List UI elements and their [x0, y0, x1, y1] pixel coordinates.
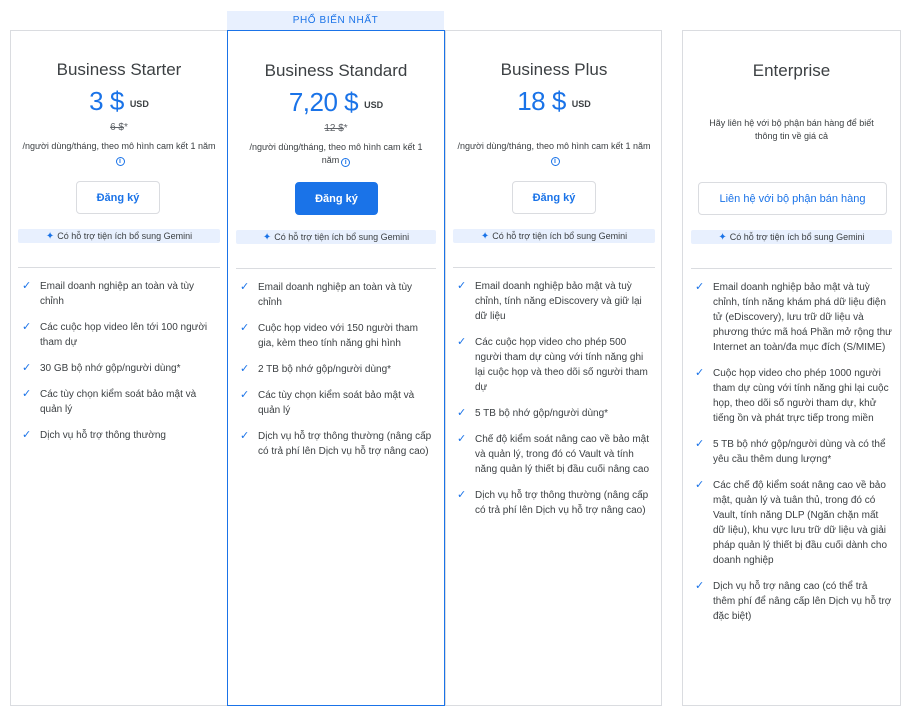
feature-list	[695, 280, 892, 635]
contact-sales-note: Hãy liên hệ với bộ phận bán hàng để biết thông tin về giá cả	[709, 118, 874, 141]
gemini-addon-label: Có hỗ trợ tiện ích bổ sung Gemini	[729, 232, 865, 242]
feature-text: Các chế độ kiểm soát nâng cao về bảo mật, quản lý và tuân thủ, trong đó có Vault, tính năng DLP (Ngăn chặn mất dữ liệu), khu vực lưu trữ dữ liệu và giải pháp quản lý thiết bị đầu cuối dành cho doanh nghiệp	[713, 480, 888, 566]
list-item	[695, 478, 892, 568]
check-icon: ✓	[22, 321, 32, 333]
list-item	[695, 579, 892, 624]
price: 18 $	[517, 86, 566, 116]
signup-button[interactable]: Đăng ký	[76, 181, 160, 214]
gemini-addon-label: Có hỗ trợ tiện ích bổ sung Gemini	[57, 231, 193, 241]
gemini-addon-label: Có hỗ trợ tiện ích bổ sung Gemini	[492, 231, 628, 241]
plan-card-business-plus	[445, 30, 663, 706]
check-icon: ✓	[457, 280, 467, 292]
plan-card-enterprise	[682, 30, 901, 706]
feature-text: Các tùy chọn kiểm soát bảo mật và quản lý	[258, 390, 415, 416]
feature-list	[457, 279, 655, 529]
old-price	[10, 122, 228, 133]
feature-text: Dịch vụ hỗ trợ thông thường (nâng cấp có trả phí lên Dịch vụ hỗ trợ nâng cao)	[475, 490, 649, 516]
sparkle-icon: ✦	[480, 231, 490, 242]
billing-term-text: /người dùng/tháng, theo mô hình cam kết 1 năm	[457, 141, 651, 151]
list-item	[695, 280, 892, 355]
feature-text: 30 GB bộ nhớ gộp/người dùng*	[40, 363, 181, 374]
check-icon: ✓	[695, 479, 705, 491]
feature-text: Các cuộc họp video lên tới 100 người tham dự	[40, 322, 208, 348]
gemini-addon-label: Có hỗ trợ tiện ích bổ sung Gemini	[274, 232, 410, 242]
check-icon: ✓	[695, 281, 705, 293]
signup-button[interactable]: Đăng ký	[512, 181, 596, 214]
info-icon[interactable]: i	[341, 158, 350, 167]
contact-sales-button[interactable]: Liên hệ với bộ phận bán hàng	[698, 182, 887, 215]
list-item	[457, 488, 655, 518]
price-row	[10, 86, 228, 117]
feature-text: Các tùy chọn kiểm soát bảo mật và quản lý	[40, 389, 197, 415]
check-icon: ✓	[22, 388, 32, 400]
info-icon[interactable]: i	[116, 157, 125, 166]
plan-card-business-standard	[227, 30, 445, 706]
feature-text: Dịch vụ hỗ trợ nâng cao (có thể trả thêm phí để nâng cấp lên Dịch vụ hỗ trợ đặc biệt)	[713, 581, 892, 622]
popular-badge: PHỔ BIẾN NHẤT	[227, 11, 444, 30]
gemini-addon-badge	[236, 230, 436, 244]
old-price-value: 12 $	[324, 123, 344, 134]
list-item	[240, 280, 436, 310]
feature-text: Email doanh nghiệp an toàn và tùy chỉnh	[258, 282, 412, 308]
check-icon: ✓	[22, 280, 32, 292]
check-icon: ✓	[457, 433, 467, 445]
check-icon: ✓	[240, 363, 250, 375]
gemini-addon-badge	[453, 229, 655, 243]
check-icon: ✓	[695, 367, 705, 379]
old-price-asterisk: *	[343, 123, 348, 134]
check-icon: ✓	[695, 580, 705, 592]
feature-text: 2 TB bộ nhớ gộp/người dùng*	[258, 364, 392, 375]
feature-list	[240, 280, 436, 470]
signup-button[interactable]: Đăng ký	[295, 182, 378, 215]
feature-text: 5 TB bộ nhớ gộp/người dùng và có thể yêu cầu thêm dung lượng*	[713, 439, 886, 465]
old-price-asterisk: *	[124, 122, 128, 133]
plan-name: Business Standard	[264, 61, 408, 80]
check-icon: ✓	[22, 362, 32, 374]
feature-text: Cuộc họp video cho phép 1000 người tham dự cùng với tính năng ghi lại cuộc họp, theo dõi số người tham dự, khử tiếng ồn và phát trực tiếp trong miền	[713, 368, 889, 424]
plan-card-business-starter	[10, 30, 228, 706]
check-icon: ✓	[22, 429, 32, 441]
billing-term	[240, 141, 432, 167]
check-icon: ✓	[240, 281, 250, 293]
feature-text: Email doanh nghiệp an toàn và tùy chỉnh	[40, 281, 194, 307]
list-item	[22, 428, 220, 443]
currency: USD	[571, 99, 591, 109]
feature-text: Các cuộc họp video cho phép 500 người tham dự cùng với tính năng ghi lại cuộc họp và theo dõi số người tham dự	[475, 337, 648, 393]
gemini-addon-badge	[691, 230, 892, 244]
check-icon: ✓	[240, 389, 250, 401]
billing-term	[457, 140, 651, 166]
gemini-addon-badge	[18, 229, 220, 243]
list-item	[22, 361, 220, 376]
section-divider	[236, 268, 436, 269]
list-item	[457, 279, 655, 324]
info-icon[interactable]: i	[551, 157, 560, 166]
old-price-value: 6 $	[110, 122, 124, 133]
list-item	[695, 437, 892, 467]
check-icon: ✓	[457, 489, 467, 501]
sparkle-icon: ✦	[718, 232, 727, 243]
list-item	[240, 362, 436, 377]
list-item	[22, 279, 220, 309]
list-item	[22, 320, 220, 350]
feature-text: Dịch vụ hỗ trợ thông thường	[40, 430, 166, 441]
feature-list	[22, 279, 220, 454]
price: 3 $	[89, 86, 124, 116]
list-item	[457, 406, 655, 421]
feature-text: Email doanh nghiệp bảo mật và tuỳ chỉnh, tính năng khám phá dữ liệu điện tử (eDiscovery), lưu trữ dữ liệu và phương thức mã hoá Phần mở rộng thư Internet an toàn/đa mục đích (S/MIME)	[713, 282, 892, 353]
old-price	[228, 123, 444, 134]
feature-text: Dịch vụ hỗ trợ thông thường (nâng cấp có trả phí lên Dịch vụ hỗ trợ nâng cao)	[258, 431, 432, 457]
list-item	[457, 335, 655, 395]
list-item	[240, 321, 436, 351]
billing-term-text: /người dùng/tháng, theo mô hình cam kết 1 năm	[249, 142, 423, 165]
check-icon: ✓	[457, 336, 467, 348]
plan-name: Business Starter	[56, 60, 182, 79]
billing-term	[22, 140, 216, 166]
price: 7,20 $	[288, 87, 359, 117]
plan-name: Business Plus	[500, 60, 608, 79]
section-divider	[453, 267, 655, 268]
price-row	[445, 86, 663, 117]
check-icon: ✓	[240, 322, 250, 334]
list-item	[240, 429, 436, 459]
list-item	[240, 388, 436, 418]
check-icon: ✓	[240, 430, 250, 442]
currency: USD	[364, 100, 384, 110]
check-icon: ✓	[695, 438, 705, 450]
price-row	[228, 87, 444, 118]
feature-text: Cuộc họp video với 150 người tham gia, kèm theo tính năng ghi hình	[258, 323, 418, 349]
list-item	[695, 366, 892, 426]
sparkle-icon: ✦	[262, 232, 272, 243]
list-item	[22, 387, 220, 417]
billing-term-text: /người dùng/tháng, theo mô hình cam kết 1 năm	[22, 141, 216, 151]
feature-text: Email doanh nghiệp bảo mật và tuỳ chỉnh, tính năng eDiscovery và giữ lại dữ liệu	[475, 281, 642, 322]
check-icon: ✓	[457, 407, 467, 419]
list-item	[457, 432, 655, 477]
section-divider	[691, 268, 892, 269]
section-divider	[18, 267, 220, 268]
feature-text: 5 TB bộ nhớ gộp/người dùng*	[475, 408, 609, 419]
sparkle-icon: ✦	[45, 231, 55, 242]
plan-name: Enterprise	[752, 61, 831, 80]
feature-text: Chế độ kiểm soát nâng cao về bảo mật và quản lý, trong đó có Vault và tính năng quản lý thiết bị đầu cuối nâng cao	[475, 434, 650, 475]
currency: USD	[129, 99, 149, 109]
